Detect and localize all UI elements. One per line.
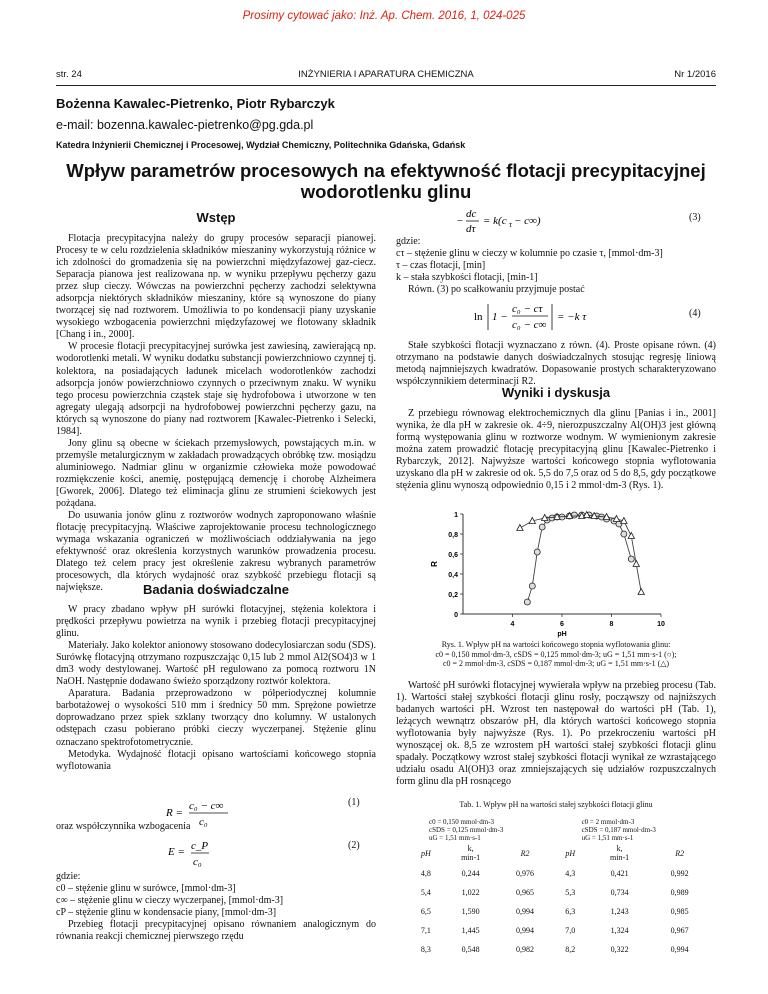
k-label: k,: [467, 844, 474, 853]
definition: cP – stężenie glinu w kondensacie piany, [mmol·dm-3]: [56, 907, 277, 919]
table-header-columns: [409, 842, 709, 864]
table-cell: 0,994: [516, 907, 535, 916]
gdzie-label: gdzie:: [396, 236, 421, 247]
table-cell: 1,590: [461, 907, 480, 916]
svg-text:τ: τ: [509, 220, 512, 229]
data-point-triangle: [628, 533, 634, 539]
chart-svg: [425, 500, 685, 640]
section-heading-results: Wyniki i dyskusja: [501, 385, 611, 400]
y-tick-label: 0,4: [448, 572, 458, 579]
table-body: [409, 864, 709, 959]
header-rule: [56, 85, 716, 86]
authors: Bożenna Kawalec-Pietrenko, Piotr Rybarczyk: [56, 96, 335, 111]
data-point-triangle: [633, 561, 639, 567]
paragraph: Przebieg flotacji precypitacyjnej opisano równaniem analogicznym do równania reakcji chemicznej pierwszego rzędu: [56, 919, 376, 943]
caption-line: Rys. 1. Wpływ pH na wartości końcowego stopnia wyflotowania glinu:: [441, 640, 671, 649]
equation-4-label: (4): [689, 308, 701, 319]
table-cell: 8,3: [420, 945, 431, 954]
svg-text:− c∞): − c∞): [514, 215, 541, 227]
definition: k – stała szybkości flotacji, [min-1]: [396, 272, 538, 284]
citation-note: Prosimy cytować jako: Inż. Ap. Chem. 2016, 1, 024-025: [242, 10, 526, 22]
table-row: [409, 902, 709, 921]
equation-3-graphic: [396, 206, 716, 236]
svg-text:c₀ − c∞: c₀ − c∞: [512, 319, 547, 331]
x-tick-label: 10: [657, 621, 665, 628]
y-axis-label: R: [430, 561, 439, 567]
data-point-triangle: [638, 589, 644, 595]
table-row: [409, 883, 709, 902]
data-point-circle: [621, 531, 627, 537]
definition: τ – czas flotacji, [min]: [396, 260, 486, 272]
table-cell: 0,992: [670, 869, 689, 878]
email: e-mail: bozenna.kawalec-pietrenko@pg.gda.pl: [56, 118, 314, 132]
equation-3: [396, 206, 716, 234]
title-line-1: Wpływ parametrów procesowych na efektywność flotacji precypitacyjnej: [66, 160, 706, 181]
equation-4: [396, 298, 716, 334]
col-header: [443, 842, 499, 864]
svg-text:1 −: 1 −: [492, 311, 508, 323]
caption-line: c0 = 2 mmol·dm-3, cSDS = 0,187 mmol·dm-3; uG = 1,51 mm·s-1 (△): [442, 659, 670, 668]
equation-connector: oraz współczynnika wzbogacenia: [56, 821, 191, 832]
svg-text:c_P: c_P: [191, 840, 209, 852]
param: cSDS = 0,187 mmol·dm-3: [581, 826, 656, 834]
data-point-circle: [628, 556, 634, 562]
table-cell: 7,0: [565, 926, 576, 935]
x-tick-label: 6: [560, 621, 564, 628]
col-header: pH: [565, 848, 576, 858]
table-row: [409, 940, 709, 959]
y-tick-label: 1: [454, 512, 458, 519]
data-point-circle: [529, 583, 535, 589]
table-caption: Tab. 1. Wpływ pH na wartości stałej szybkości flotacji glinu: [459, 800, 653, 809]
experimental-text: [56, 604, 376, 773]
issue-number: Nr 1/2016: [674, 69, 716, 80]
col-header: pH: [420, 848, 431, 858]
section-heading-intro: Wstęp: [196, 210, 236, 225]
definitions-left: [56, 871, 376, 943]
param: cSDS = 0,125 mmol·dm-3: [429, 826, 504, 834]
table-cell: 5,4: [420, 888, 431, 897]
page-number: str. 24: [56, 69, 82, 80]
k-unit: min-1: [610, 853, 630, 862]
svg-text:dτ: dτ: [466, 223, 476, 235]
table-cell: 0,985: [670, 907, 689, 916]
table-cell: 0,994: [670, 945, 689, 954]
paper-title: [56, 160, 716, 202]
col-header: R2: [675, 848, 685, 858]
intro-text: [56, 233, 376, 594]
table-cell: 1,243: [610, 907, 629, 916]
paragraph: Aparatura. Badania przeprowadzono w półperiodycznej kolumnie barbotażowej o wysokości 510 mm i średnicy 50 mm. Sprężone powietrze doprowadzano przez spiek szklany tworzący dno kolumny. W ustalonych odstępach czasu pobierano próbki cieczy wyczerpanej. Stężenie glinu oznaczano spektrofotometrycznie.: [56, 688, 376, 748]
paragraph: W procesie flotacji precypitacyjnej surówka jest zawiesiną, zawierającą np. wodorotlenki metali. W wyniku dodatku substancji powierzchniowo czynnej tj. kolektora, na posiadających ładunek micelach wodorotlenków zachodzi adsorpcja jonów powierzchniowo czynnych o przeciwnym znaku. W wyniku tego procesu powierzchnia cząstek staje się hydrofobowa i utworzone w ten agregaty ulegają adsorpcji na hydrofobowej powierzchni pęcherzy gazu, na których są wynoszone do piany nad roztworem [Kawalec-Pietrenko i Selecki, 1984].: [56, 341, 376, 437]
equation-2-label: (2): [348, 840, 360, 851]
results-text-2: [396, 680, 716, 788]
x-tick-label: 4: [510, 621, 515, 628]
y-tick-label: 0,2: [448, 592, 458, 599]
table-cell: 0,322: [610, 945, 629, 954]
svg-text:c₀: c₀: [193, 856, 202, 867]
figure-1-caption: [396, 640, 716, 669]
k-unit: min-1: [461, 853, 481, 862]
equation-3-label: (3): [689, 212, 701, 223]
data-point-circle: [534, 549, 540, 555]
equations-1-2: [56, 792, 376, 867]
svg-text:dc: dc: [466, 208, 477, 220]
title-line-2: wodorotlenku glinu: [300, 181, 472, 202]
table-cell: 1,022: [461, 888, 480, 897]
k-label: k,: [616, 844, 623, 853]
caption-line: c0 = 0,150 mmol·dm-3, cSDS = 0,125 mmol·dm-3; uG = 1,51 mm·s-1 (○);: [435, 649, 677, 659]
param: uG = 1,51 mm·s-1: [581, 834, 634, 842]
figure-1-chart: [425, 500, 685, 640]
svg-text:R =: R =: [166, 807, 183, 819]
definition: cτ – stężenie glinu w cieczy w kolumnie po czasie τ, [mmol·dm-3]: [396, 248, 663, 260]
paragraph: Jony glinu są obecne w ściekach przemysłowych, powstających m.in. w przemyśle metalurgicznym w zakładach prowadzących obróbkę tzw. mosiądzu aluminiowego. Nadmiar glinu w organizmie człowieka może powodować rozmiękczenie kości, anemię, postępującą demencję i chorobę Alzheimera [Gworek, 2006]. Dlatego też eliminacja glinu ze strumieni ściekowych jest pożądana.: [56, 437, 376, 510]
paragraph: Stałe szybkości flotacji wyznaczano z równ. (4). Proste opisane równ. (4) otrzymano na podstawie danych doświadczalnych stosując regresję liniową metodą najmniejszych kwadratów. Dopasowanie prostych scharakteryzowano współczynnikiem determinacji R2.: [396, 340, 716, 388]
table-cell: 0,967: [670, 926, 689, 935]
x-axis-label: pH: [557, 631, 567, 638]
paragraph: Równ. (3) po scałkowaniu przyjmuje postać: [408, 284, 585, 296]
table-cell: 4,8: [420, 869, 431, 878]
table-cell: 4,3: [565, 869, 576, 878]
table-cell: 6,3: [565, 907, 576, 916]
table-cell: 8,2: [565, 945, 576, 954]
col-header: R2: [520, 848, 530, 858]
paragraph: Do usuwania jonów glinu z roztworów wodnych zaproponowano właśnie flotację precypitacyjną. Właściwe zaprojektowanie procesu technologicznego wymaga wskazania ograniczeń w możliwościach oddziaływania na jego efektywność oraz określenia korzystnych warunków prowadzenia procesu. Dlatego też celem pracy jest określenie zakresu wybranych parametrów procesowych, dla których wydajność oraz szybkość przebiegu flotacji są największe.: [56, 510, 376, 594]
paragraph: Materiały. Jako kolektor anionowy stosowano dodecylosiarczan sodu (SDS). Surówkę flotacyjną otrzymano rozpuszczając 0,15 lub 2 mmol Al2(SO4)3 w 1 dm3 wody destylowanej. Wartość pH regulowano za pomocą roztworu 1N NaOH. Następnie dodawano świeżo sporządzony roztwór kolektora.: [56, 640, 376, 688]
table-row: [409, 864, 709, 883]
data-point-circle: [539, 524, 545, 530]
paragraph: Metodyka. Wydajność flotacji opisano wartościami końcowego stopnia wyflotowania: [56, 748, 376, 772]
svg-text:c₀: c₀: [199, 816, 208, 828]
paragraph: Flotacja precypitacyjna należy do grupy procesów separacji pianowej. Procesy te w celu rozdzielenia składników mieszaniny wykorzystują różnice w ich zdolności do gromadzenia się na powierzchni międzyfazowej gaz-ciecz. Separacja pianowa jest realizowana np. w wyniku przepływu pęcherzy gazu przez słup cieczy. Wówczas na powierzchni pęcherzy zachodzi selektywna adsorpcja niektórych składników mieszaniny, które są wynoszone do piany tworzącej się nad roztworem. Umożliwia to po kondensacji piany uzyskanie wysokiego wzbogacenia powierzchni międzyfazowej we flotowany składnik [Chang i in., 2000].: [56, 233, 376, 341]
svg-text:E =: E =: [168, 846, 185, 858]
table-cell: 7,1: [420, 926, 431, 935]
equation-1-label: (1): [348, 797, 360, 808]
gdzie-label: gdzie:: [56, 871, 81, 882]
table-cell: 0,982: [516, 945, 535, 954]
y-tick-label: 0,6: [448, 552, 458, 559]
svg-text:c₀ − c∞: c₀ − c∞: [189, 800, 224, 812]
param: uG = 1,51 mm·s-1: [429, 834, 481, 842]
method-text: [396, 340, 716, 388]
table-cell: 6,5: [420, 907, 431, 916]
table-cell: 0,965: [516, 888, 535, 897]
table-cell: 0,421: [610, 869, 629, 878]
table-cell: 0,989: [670, 888, 689, 897]
data-point-circle: [524, 599, 530, 605]
table-cell: 1,324: [610, 926, 629, 935]
data-point-triangle: [517, 525, 523, 531]
header-right: [552, 818, 709, 842]
svg-text:= k(c: = k(c: [483, 215, 507, 227]
svg-text:−: −: [456, 215, 464, 227]
table-cell: 0,548: [461, 945, 480, 954]
paragraph: Z przebiegu równowag elektrochemicznych dla glinu [Panias i in., 2001] wynika, że dla pH w zakresie ok. 4÷9, nierozpuszczalny Al(OH)3 jest główną formą występowania glinu w roztworze wodnym. W wymienionym zakresie można zatem prowadzić flotację precypitacyjną glinu [Kawalec-Pietrenko i Rybarczyk, 2012]. Najwyższe wartości końcowego stopnia wyflotowania uzyskano dla pH w zakresie od ok. 5,5 do 7,5 oraz od 5 do 8,5, gdy początkowe stężenia glinu wynoszą odpowiednio 0,15 i 2 mmol·dm-3 (Rys. 1).: [396, 408, 716, 492]
table-cell: 0,734: [610, 888, 629, 897]
equation-4-graphic: [396, 298, 716, 334]
y-tick-label: 0,8: [448, 532, 458, 539]
table-header-params: [409, 818, 709, 842]
col-header: [589, 842, 651, 864]
journal-name: INŻYNIERIA I APARATURA CHEMICZNA: [298, 69, 474, 80]
affiliation: Katedra Inżynierii Chemicznej i Procesowej, Wydział Chemiczny, Politechnika Gdańska, Gdańsk: [56, 140, 466, 150]
table-cell: 1,445: [461, 926, 480, 935]
results-text: [396, 408, 716, 492]
table-cell: 5,3: [565, 888, 576, 897]
param: c0 = 0,150 mmol·dm-3: [429, 818, 494, 826]
table-cell: 0,994: [516, 926, 535, 935]
definition: c∞ – stężenie glinu w cieczy wyczerpanej, [mmol·dm-3]: [56, 895, 284, 907]
table-cell: 0,244: [461, 869, 480, 878]
svg-text:= −k τ: = −k τ: [557, 311, 587, 323]
paragraph: W pracy zbadano wpływ pH surówki flotacyjnej, stężenia kolektora i prędkości przepływu powietrza na wynik i przebieg flotacji precypitacyjnej glinu.: [56, 604, 376, 640]
data-table: [409, 818, 709, 959]
data-point-circle: [616, 521, 622, 527]
param: c0 = 2 mmol·dm-3: [581, 818, 635, 826]
definitions-right: [396, 236, 716, 296]
table-row: [409, 921, 709, 940]
header-left: [409, 818, 552, 842]
y-tick-label: 0: [454, 612, 458, 619]
svg-text:ln: ln: [474, 311, 483, 323]
section-heading-experimental: Badania doświadczalne: [143, 582, 289, 597]
x-tick-label: 8: [609, 621, 614, 628]
table-1: [409, 818, 709, 959]
paragraph: Wartość pH surówki flotacyjnej wywierała wpływ na przebieg procesu (Tab. 1). Wartości stałej szybkości flotacji glinu rosły, począwszy od najniższych badanych wartości pH. Wzrost ten następował do wartości pH (Tab. 1), leżących wewnątrz obszarów pH, dla których wartości końcowego stopnia wyflotowania były najwyższe (Rys. 1). Po przekroczeniu wartości pH wynoszącej ok. 8,5 ze wzrostem pH wartości stałej szybkości flotacji glinu spadały. Początkowy wzrost stałej szybkości flotacji wynikał ze wzrastającego udziału osadu Al(OH)3 oraz zmniejszających się udziałów rozpuszczalnych form glinu dla pH rosnącego: [396, 680, 716, 788]
definition: c0 – stężenie glinu w surówce, [mmol·dm-3]: [56, 883, 236, 895]
table-cell: 0,976: [516, 869, 535, 878]
svg-text:c₀ − cτ: c₀ − cτ: [512, 303, 543, 315]
